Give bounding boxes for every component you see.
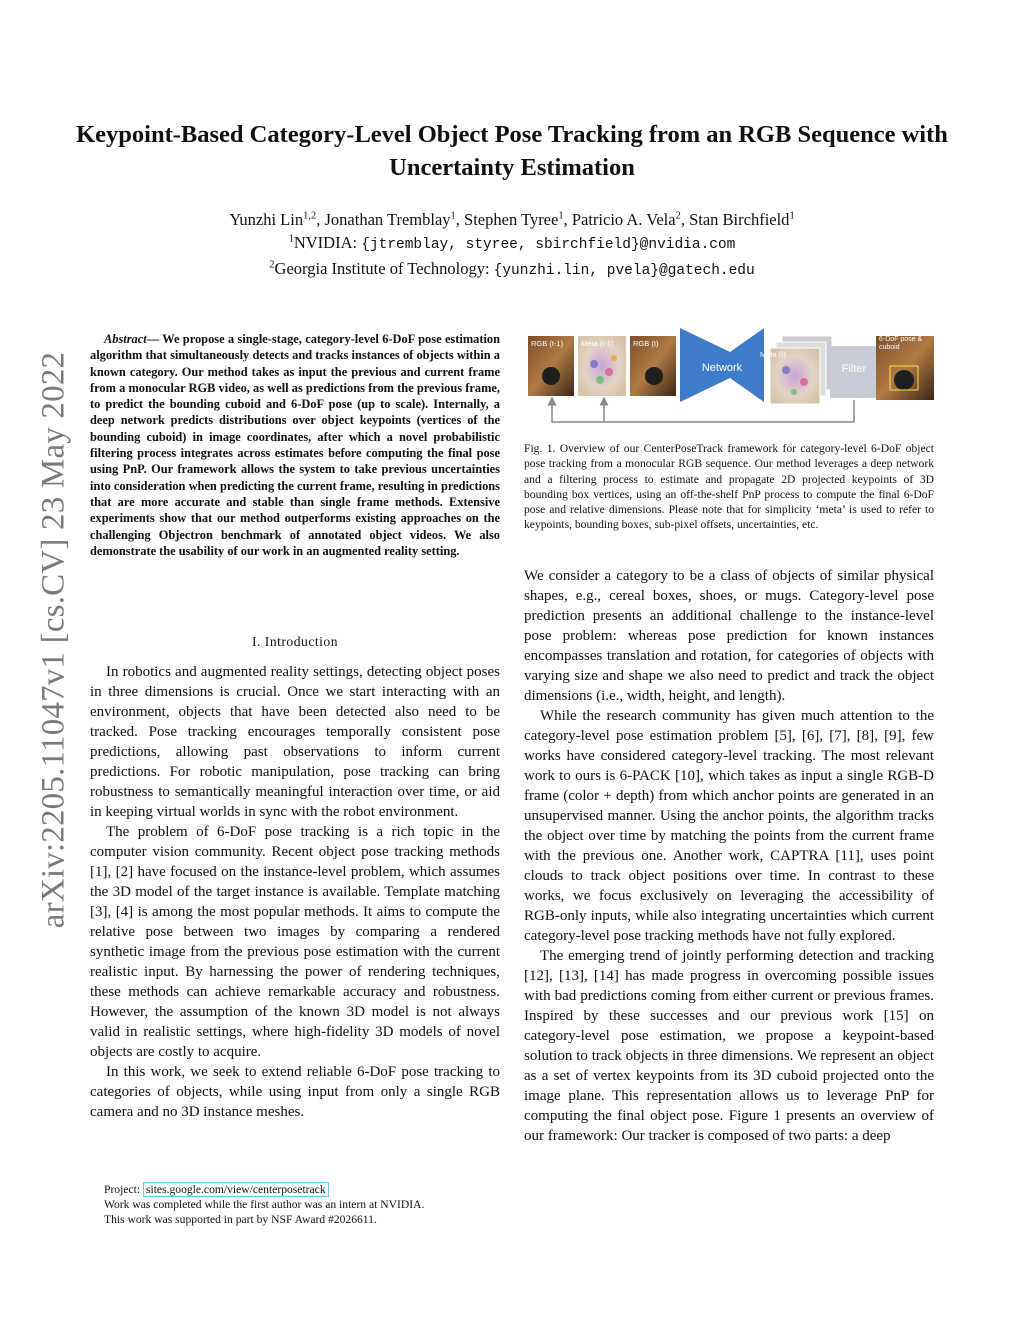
section-heading: I. Introduction [251, 634, 339, 649]
paragraph: In this work, we seek to extend reliable 6-DoF pose tracking to categories of objects, while using input from only a single RGB camera and no 3D instance meshes. [90, 1064, 500, 1120]
author-block [60, 208, 964, 283]
author-sup: 1 [450, 210, 456, 222]
author-name: Stan Birchfield [689, 210, 790, 229]
paper-title: Keypoint-Based Category-Level Object Pose Tracking from an RGB Sequence with Uncertainty Estimation [76, 121, 948, 181]
rgb-prev-label: RGB (t-1) [531, 339, 564, 348]
meta-cur-label: Meta (t) [760, 350, 786, 359]
author-name: Patricio A. Vela [571, 210, 676, 229]
author-sup: 1 [558, 210, 564, 222]
paragraph: While the research community has given much attention to the category-level pose estimation problem [5], [6], [7], [8], [9], few works have considered category-level tracking. The most relevant work to ours is 6-PACK [10], which takes as input a single RGB-D frame (color + depth) from which anchor points are generated in an unsupervised manner. Using the anchor points, the algorithm tracks the object over time by matching the points from the current frame with the previous one. Another work, CAPTRA [11], uses point clouds to track object positions over time. In contrast to these works, we focus exclusively on leveraging the accessibility of RGB-only inputs, while also integrating uncertainties which current category-level pose tracking methods have not fully explored. [524, 708, 934, 944]
figure-caption: Fig. 1. Overview of our CenterPoseTrack framework for category-level 6-DoF object pose tracking from a monocular RGB sequence. Our method leverages a deep network and a filtering process to estimate and propagate 2D projected keypoints of 3D bounding box vertices, using an off-the-shelf PnP process to compute the final 6-DoF pose and relative dimensions. Please note that for simplicity ‘meta’ is used to refer to keypoints, bounding boxes, sub-pixel offsets, uncertainties, etc. [524, 442, 934, 532]
author-sup: 1 [789, 210, 795, 222]
author-name: Stephen Tyree [464, 210, 559, 229]
paragraph: The problem of 6-DoF pose tracking is a rich topic in the computer vision community. Recent object pose tracking methods [1], [2] have focused on the instance-level problem, which assumes the 3D model of the target instance is available. Template matching [3], [4] is among the most popular methods. It aims to compute the relative pose between two images by comparing a rendered synthetic image from the previous pose estimation with the current realistic input. By harnessing the power of rendering techniques, these methods can achieve remarkable accuracy and robustness. However, the assumption of the known 3D model is not always valid in realistic settings, where high-fidelity 3D models of novel objects are costly to acquire. [90, 824, 500, 1060]
affiliation-nvidia: $^1$NVIDIA: {jtremblay, styree, sbirchfield}@nvidia.com [288, 233, 736, 253]
intro-right [524, 566, 934, 1146]
abstract: Abstract— We propose a single-stage, category-level 6-DoF pose estimation algorithm that simultaneously detects and tracks instances of objects within a known category. Our method takes as input the previous and current frame from a monocular RGB video, as well as predictions from the previous frame, to predict the bounding cuboid and 6-DoF pose (up to scale). Internally, a deep network predicts distributions over object keypoints (vertices of the bounding cuboid) in image coordinates, after which a novel probabilistic filtering process integrates across estimates before computing the final pose using PnP. Our framework allows the system to take previous uncertainties into consideration when predicting the current frame, resulting in predictions that are more accurate and stable than single frame methods. Extensive experiments show that our method outperforms existing approaches on the challenging Objectron benchmark of annotated object videos. We also demonstrate the usability of our work in an augmented reality setting. [90, 332, 500, 558]
meta-prev-label: Meta (t-1) [581, 339, 614, 348]
abstract-text: We propose a single-stage, category-level 6-DoF pose estimation algorithm that simultaneously detects and tracks instances of objects within a known category. Our method takes as input the previous and current frame from a monocular RGB video, as well as predictions from the previous frame, to predict the bounding cuboid and 6-DoF pose (up to scale). Internally, a deep network predicts distributions over object keypoints (vertices of the bounding cuboid) in image coordinates, after which a novel probabilistic filtering process integrates across estimates before computing the final pose using PnP. Our framework allows the system to take previous uncertainties into consideration when predicting the current frame, resulting in predictions that are more accurate and stable than single frame methods. Extensive experiments show that our method outperforms existing approaches on the challenging Objectron benchmark of annotated object videos. We also demonstrate the usability of our work in an augmented reality setting. [90, 332, 500, 558]
author-sup: 1,2 [303, 210, 317, 222]
email-list: {jtremblay, styree, sbirchfield}@nvidia.com [361, 237, 736, 253]
output-label: 6-DoF pose & cuboid [879, 336, 923, 351]
author-name: Jonathan Tremblay [324, 210, 451, 229]
affiliation-gatech: $^2$Georgia Institute of Technology: {yunzhi.lin, pvela}@gatech.edu [269, 259, 755, 279]
paragraph: In robotics and augmented reality settings, detecting object poses in three dimensions is crucial. Once we start interacting with an environment, objects that have been detected also need to be tracked. Pose tracking encourages temporally consistent pose predictions, allowing past observations to inform current predictions. For robotic manipulation, pose tracking can bring robustness to semantically meaningful interaction over time, or aid in keeping virtual worlds in sync with the robot environment. [90, 664, 500, 820]
paragraph: The emerging trend of jointly performing detection and tracking [12], [13], [14] has made progress in overcoming possible issues with bad predictions coming from either current or previous frames. Inspired by these successes and our previous work [15] on category-level pose estimation, we propose a keypoint-based solution to track objects in three dimensions. We represent an object as a set of vertex keypoints from its 3D cuboid projected onto the image plane. This representation allows us to leverage PnP for computing the final object pose. Figure 1 presents an overview of our framework: Our tracker is composed of two parts: a deep [524, 948, 934, 1144]
paragraph: We consider a category to be a class of objects of similar physical shapes, e.g., cereal boxes, shoes, or mugs. Category-level pose prediction presents an additional challenge to the instance-level pose problem: whereas pose prediction for known instances encompasses translation and rotation, for categories of objects with varying size and shape we also need to predict and track the object dimensions (i.e., width, height, and length). [524, 568, 934, 704]
arxiv-stamp: arXiv:2205.11047v1 [cs.CV] 23 May 2022 [35, 351, 72, 929]
intro-left [90, 632, 500, 1122]
footnote: Project: sites.google.com/view/centerposetrack Work was completed while the first author was an intern at NVIDIA. This work was supported in part by NSF Award #2026611. [104, 1183, 425, 1226]
author-sup: 2 [675, 210, 681, 222]
camera-object [542, 367, 560, 385]
network-label: Network [701, 362, 743, 374]
abstract-label: Abstract [104, 332, 147, 346]
author-list: Yunzhi Lin$^{1,2}$, Jonathan Tremblay$^1$, Stephen Tyree$^1$, Patricio A. Vela$^2$, Stan Birchfield$^1$ [229, 210, 795, 229]
figure-overview [524, 322, 936, 430]
project-link[interactable]: sites.google.com/view/centerposetrack [143, 1182, 329, 1197]
email-list: {yunzhi.lin, pvela}@gatech.edu [493, 263, 755, 279]
rgb-cur-label: RGB (t) [633, 339, 659, 348]
filter-label: Filter [841, 363, 867, 375]
author-name: Yunzhi Lin [229, 210, 304, 229]
